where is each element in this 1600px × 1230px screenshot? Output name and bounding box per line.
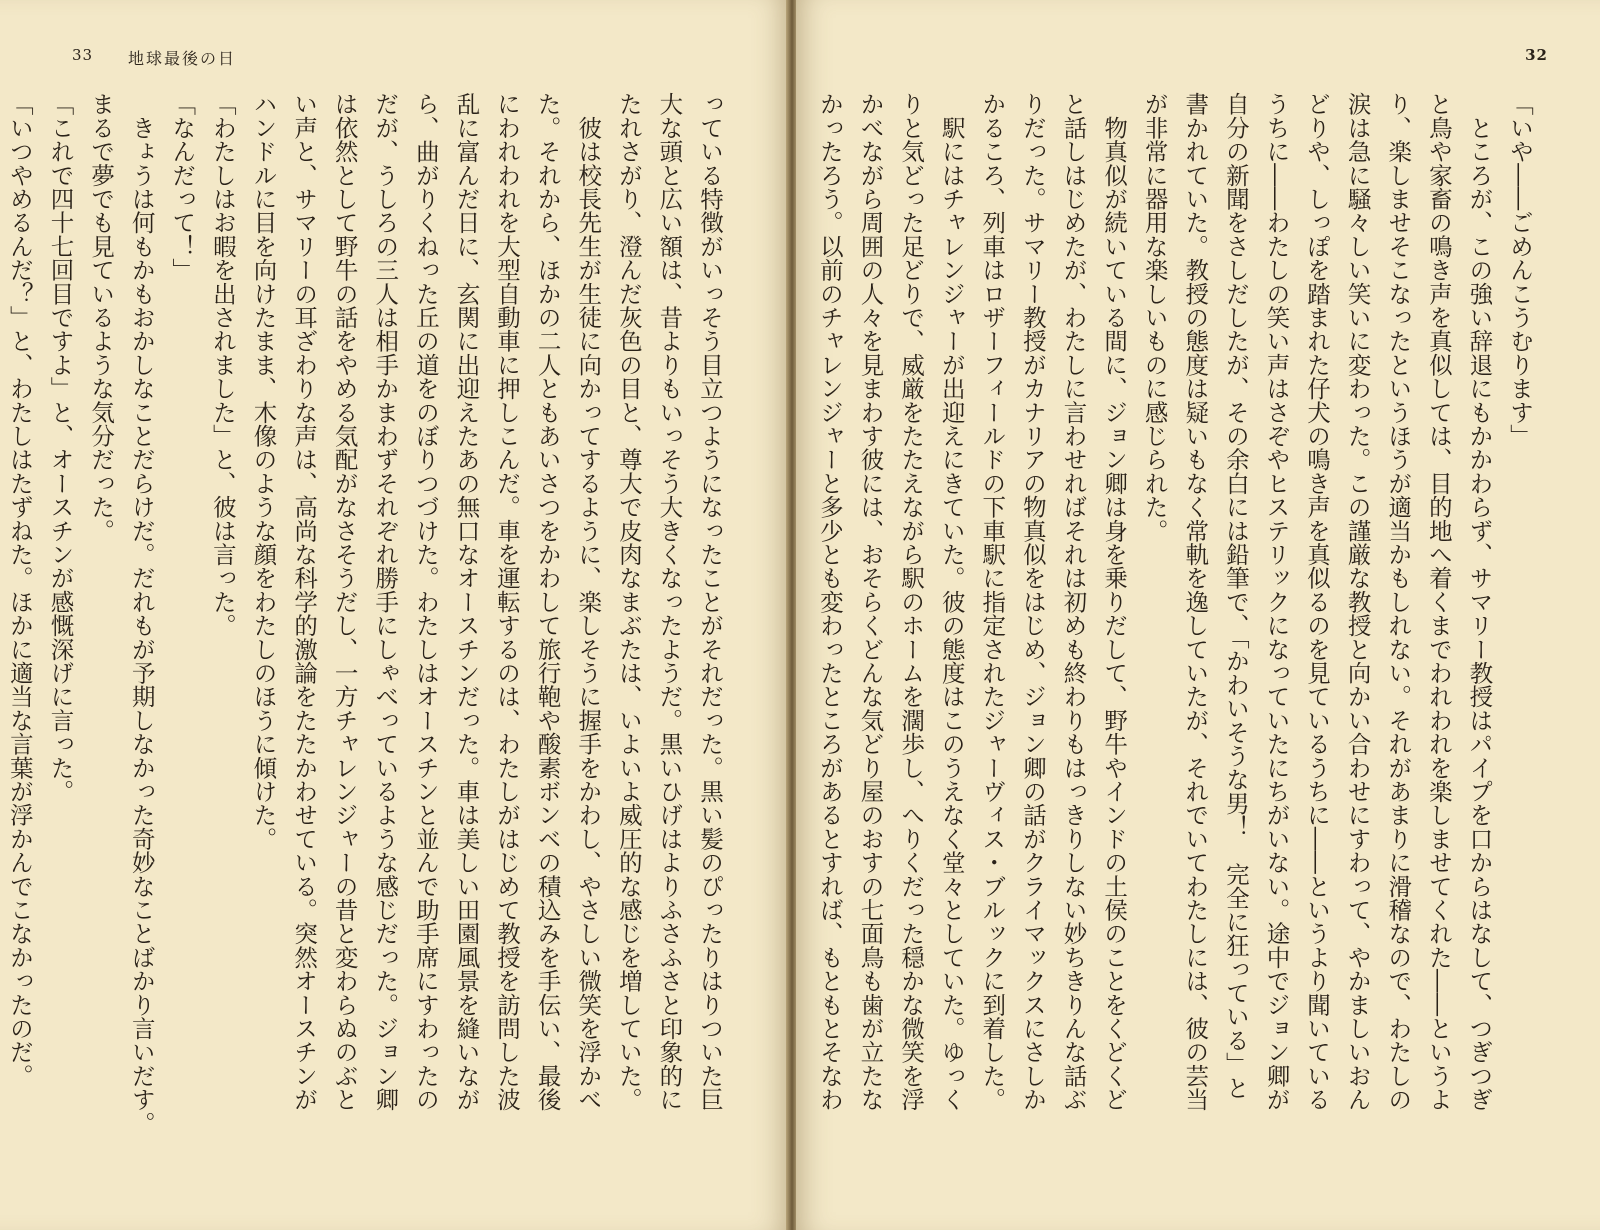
text-line: が非常に器用な楽しいものに感じられた。 bbox=[1140, 92, 1169, 543]
page-number: 32 bbox=[1525, 46, 1548, 64]
text-line: 「いや――ごめんこうむります」 bbox=[1506, 92, 1534, 448]
text-line: りだった。サマリー教授がカナリアの物真似をはじめ、ジョン卿の話がクライマックスにさしか bbox=[1018, 92, 1047, 1112]
text-line: 彼は校長先生が生徒に向かってするように、楽しそうに握手をかわし、やさしい微笑を浮かべ bbox=[574, 92, 603, 1112]
text-line: うちに――わたしの笑い声はさぞやヒステリックになっていたにちがいない。途中でジョン卿が bbox=[1262, 92, 1291, 1112]
text-line: 涙は急に騒々しい笑いに変わった。この謹厳な教授と向かい合わせにすわって、やかましいおん bbox=[1343, 92, 1372, 1112]
text-line: どりや、しっぽを踏まれた仔犬の鳴き声を真似るのを見ているうちに――というより聞いている bbox=[1303, 92, 1332, 1112]
text-line: 駅にはチャレンジャーが出迎えにきていた。彼の態度はこのうえなく堂々としていた。ゆっく bbox=[937, 92, 966, 1112]
text-line: と話しはじめたが、わたしに言わせればそれは初めも終わりもはっきりしない妙ちきりんな話ぶ bbox=[1059, 92, 1088, 1112]
text-line: ら、曲がりくねった丘の道をのぼりつづけた。わたしはオースチンと並んで助手席にすわったの bbox=[411, 92, 440, 1112]
left-page-body bbox=[5, 92, 730, 1152]
text-line: きょうは何もかもおかしなことだらけだ。だれもが予期しなかった奇妙なことばかり言いだす。 bbox=[127, 92, 156, 1135]
text-line: 乱に富んだ日に、玄関に出迎えたあの無口なオースチンだった。車は美しい田園風景を縫いなが bbox=[452, 92, 481, 1112]
text-line: 書かれていた。教授の態度は疑いもなく常軌を逸していたが、それでいてわたしには、彼の芸当 bbox=[1181, 92, 1210, 1112]
page-number: 33 bbox=[72, 46, 94, 64]
text-line: だが、うしろの三人は相手かまわずそれぞれ勝手にしゃべっているような感じだった。ジョン卿 bbox=[371, 92, 400, 1112]
text-line: にわれわれを大型自動車に押しこんだ。車を運転するのは、わたしがはじめて教授を訪問した波 bbox=[493, 92, 522, 1112]
text-line: ハンドルに目を向けたまま、木像のような顔をわたしのほうに傾けた。 bbox=[249, 92, 278, 851]
text-line: かべながら周囲の人々を見まわす彼には、おそらくどんな気どり屋のおすの七面鳥も歯が立たな bbox=[856, 92, 885, 1112]
right-page-body bbox=[815, 92, 1540, 1152]
text-line: い声と、サマリーの耳ざわりな声は、高尚な科学的激論をたたかわせている。突然オースチンが bbox=[290, 92, 319, 1112]
text-line: は依然として野牛の話をやめる気配がなさそうだし、一方チャレンジャーの昔と変わらぬのぶと bbox=[330, 92, 359, 1112]
text-line: かるころ、列車はロザーフィールドの下車駅に指定されたジャーヴィス・ブルックに到着した。 bbox=[978, 92, 1007, 1112]
text-line: り、楽しませそこなったというほうが適当かもしれない。それがあまりに滑稽なので、わたしの bbox=[1384, 92, 1413, 1112]
text-line: ところが、この強い辞退にもかかわらず、サマリー教授はパイプを口からはなして、つぎつぎ bbox=[1465, 92, 1494, 1112]
text-line: と鳥や家畜の鳴き声を真似しては、目的地へ着くまでわれわれを楽しませてくれた――というよ bbox=[1424, 92, 1453, 1112]
text-line: たれさがり、澄んだ灰色の目と、尊大で皮肉なまぶたは、いよいよ威圧的な感じを増していた。 bbox=[614, 92, 643, 1112]
text-line: 物真似が続いている間に、ジョン卿は身を乗りだして、野牛やインドの土侯のことをくどくど bbox=[1100, 92, 1129, 1112]
text-line: 「なんだって！」 bbox=[168, 92, 197, 282]
running-title: 地球最後の日 bbox=[128, 49, 237, 68]
text-line: りと気どった足どりで、威厳をたたえながら駅のホームを濶歩し、へりくだった穏かな微笑を浮 bbox=[897, 92, 926, 1112]
text-line: た。それから、ほかの二人ともあいさつをかわして旅行鞄や酸素ボンベの積込みを手伝い、最後 bbox=[533, 92, 562, 1112]
text-line: っている特徴がいっそう目立つようになったことがそれだった。黒い髪のぴったりはりついた巨 bbox=[696, 92, 724, 1112]
text-line: かったろう。以前のチャレンジャーと多少とも変わったところがあるとすれば、もともとそなわ bbox=[815, 92, 844, 1112]
text-line: 大な頭と広い額は、昔よりもいっそう大きくなったようだ。黒いひげはよりふさふさと印象的に bbox=[655, 92, 684, 1112]
text-line: 自分の新聞をさしだしたが、その余白には鉛筆で、「かわいそうな男！ 完全に狂っている」と bbox=[1221, 92, 1250, 1100]
text-line: 「これで四十七回目ですよ」と、オースチンが感慨深げに言った。 bbox=[46, 92, 75, 803]
text-line: まるで夢でも見ているような気分だった。 bbox=[87, 92, 116, 543]
right-page bbox=[796, 0, 1600, 1230]
left-page bbox=[0, 0, 788, 1230]
text-line: 「いつやめるんだ？」と、わたしはたずねた。ほかに適当な言葉が浮かんでこなかったのだ。 bbox=[5, 92, 34, 1088]
text-line: 「わたしはお暇を出されました」と、彼は言った。 bbox=[208, 92, 237, 638]
